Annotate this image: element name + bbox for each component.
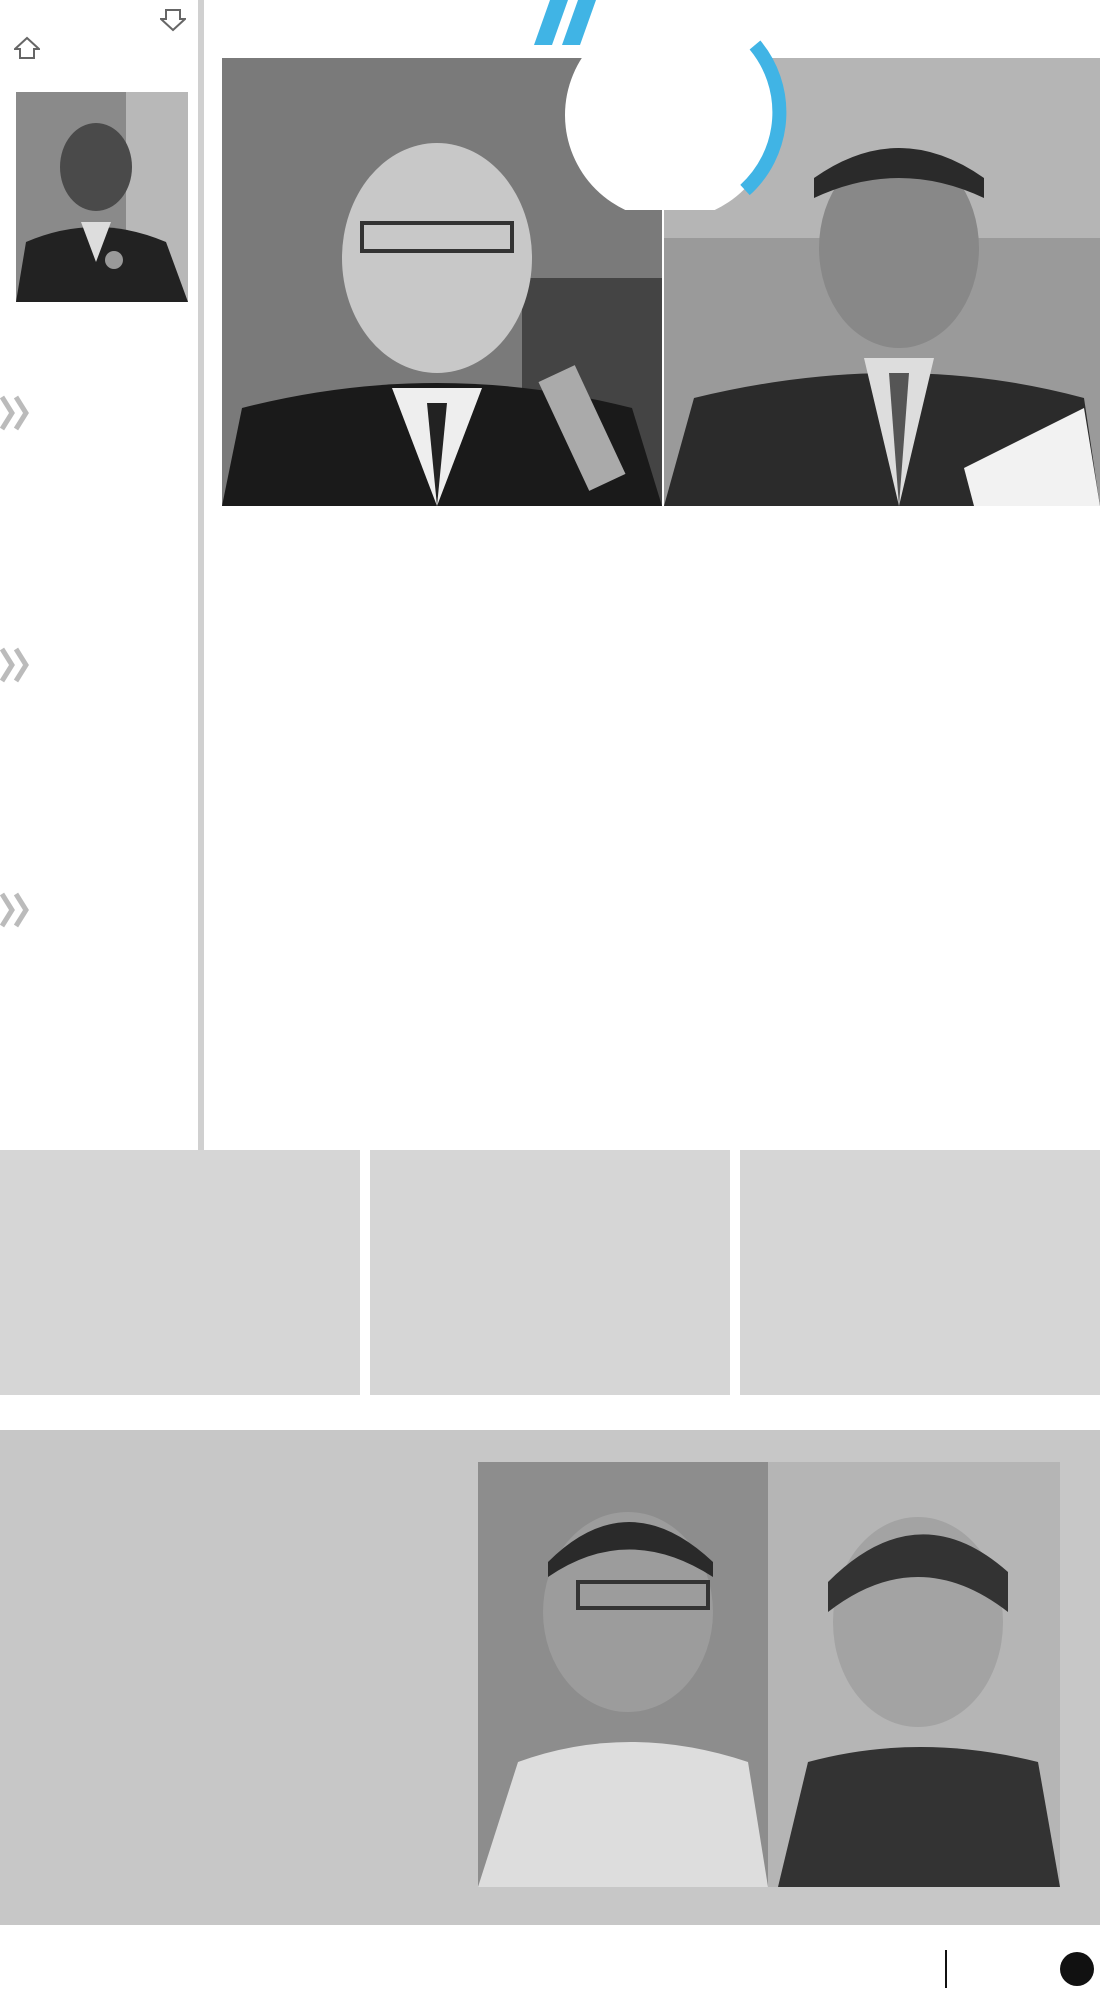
secretaries-photo: [478, 1462, 1060, 1887]
page-number: [1060, 1952, 1094, 1986]
chart-panel-3: [740, 1150, 1100, 1395]
arrow-up-icon: [14, 36, 40, 60]
portrait-illustration: [16, 92, 188, 302]
chevron-marker-icon: [0, 890, 34, 934]
primeira-coluna-sidebar: [0, 0, 204, 1158]
arrow-down-icon: [160, 8, 186, 32]
chevron-marker-icon: [0, 645, 34, 689]
chevron-marker-icon: [0, 393, 34, 437]
chart-panel-2: [370, 1150, 730, 1395]
article-column-right: [710, 908, 1100, 922]
joel-silva-photo: [16, 92, 188, 302]
chart-panel-1: [0, 1150, 360, 1395]
quote-bubble: [530, 0, 800, 210]
portrait-illustration: [478, 1462, 1060, 1887]
footer-divider: [945, 1950, 947, 1988]
